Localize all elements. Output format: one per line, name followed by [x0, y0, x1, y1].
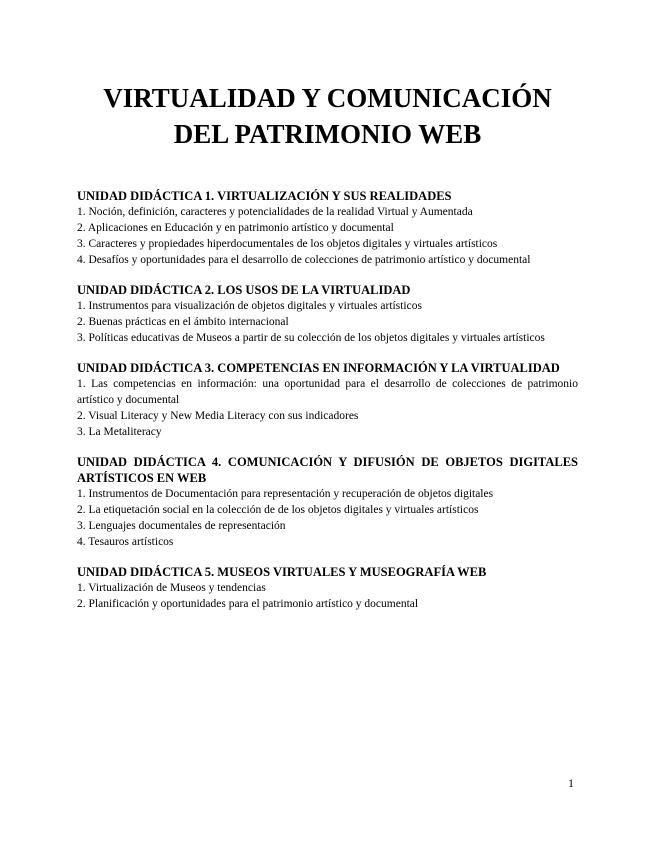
unit-item: 2. Planificación y oportunidades para el patrimonio artístico y documental	[77, 598, 419, 610]
unit-5	[77, 564, 578, 612]
unit-item: 2. Aplicaciones en Educación y en patrimonio artístico y documental	[77, 222, 394, 234]
unit-item: 2. Visual Literacy y New Media Literacy con sus indicadores	[77, 410, 359, 422]
unit-item: 1. Virtualización de Museos y tendencias	[77, 582, 266, 594]
unit-heading: UNIDAD DIDÁCTICA 3. COMPETENCIAS EN INFORMACIÓN Y LA VIRTUALIDAD	[77, 361, 560, 375]
unit-4	[77, 454, 578, 550]
title-line-2: DEL PATRIMONIO WEB	[173, 119, 482, 149]
unit-heading: UNIDAD DIDÁCTICA 2. LOS USOS DE LA VIRTUALIDAD	[77, 283, 411, 297]
unit-item: 2. La etiquetación social en la colección de de los objetos digitales y virtuales artísticos	[77, 504, 479, 516]
syllabus-content	[77, 188, 578, 626]
unit-heading: UNIDAD DIDÁCTICA 5. MUSEOS VIRTUALES Y MUSEOGRAFÍA WEB	[77, 565, 487, 579]
unit-item: 2. Buenas prácticas en el ámbito internacional	[77, 316, 289, 328]
unit-item: 4. Tesauros artísticos	[77, 536, 174, 548]
unit-item: 4. Desafíos y oportunidades para el desarrollo de colecciones de patrimonio artístico y documental	[77, 254, 531, 266]
unit-3	[77, 360, 578, 440]
unit-item: 1. Noción, definición, caracteres y potencialidades de la realidad Virtual y Aumentada	[77, 206, 473, 218]
unit-1	[77, 188, 578, 268]
unit-item: 1. Instrumentos de Documentación para representación y recuperación de objetos digitales	[77, 488, 494, 500]
unit-item: 3. Caracteres y propiedades hiperdocumentales de los objetos digitales y virtuales artísticos	[77, 238, 498, 250]
unit-heading: UNIDAD DIDÁCTICA 1. VIRTUALIZACIÓN Y SUS REALIDADES	[77, 189, 452, 203]
unit-heading: UNIDAD DIDÁCTICA 4. COMUNICACIÓN Y DIFUSIÓN DE OBJETOS DIGITALES ARTÍSTICOS EN WEB	[77, 455, 578, 485]
unit-item: 3. Políticas educativas de Museos a partir de su colección de los objetos digitales y virtuales artísticos	[77, 332, 545, 344]
unit-item: 1. Las competencias en información: una oportunidad para el desarrollo de colecciones de patrimonio artístico y documental	[77, 378, 578, 406]
unit-2	[77, 282, 578, 346]
document-title	[0, 80, 655, 152]
unit-item: 1. Instrumentos para visualización de objetos digitales y virtuales artísticos	[77, 300, 422, 312]
unit-item: 3. La Metaliteracy	[77, 426, 162, 438]
page-number: 1	[568, 776, 574, 790]
title-line-1: VIRTUALIDAD Y COMUNICACIÓN	[103, 83, 552, 113]
unit-item: 3. Lenguajes documentales de representación	[77, 520, 286, 532]
